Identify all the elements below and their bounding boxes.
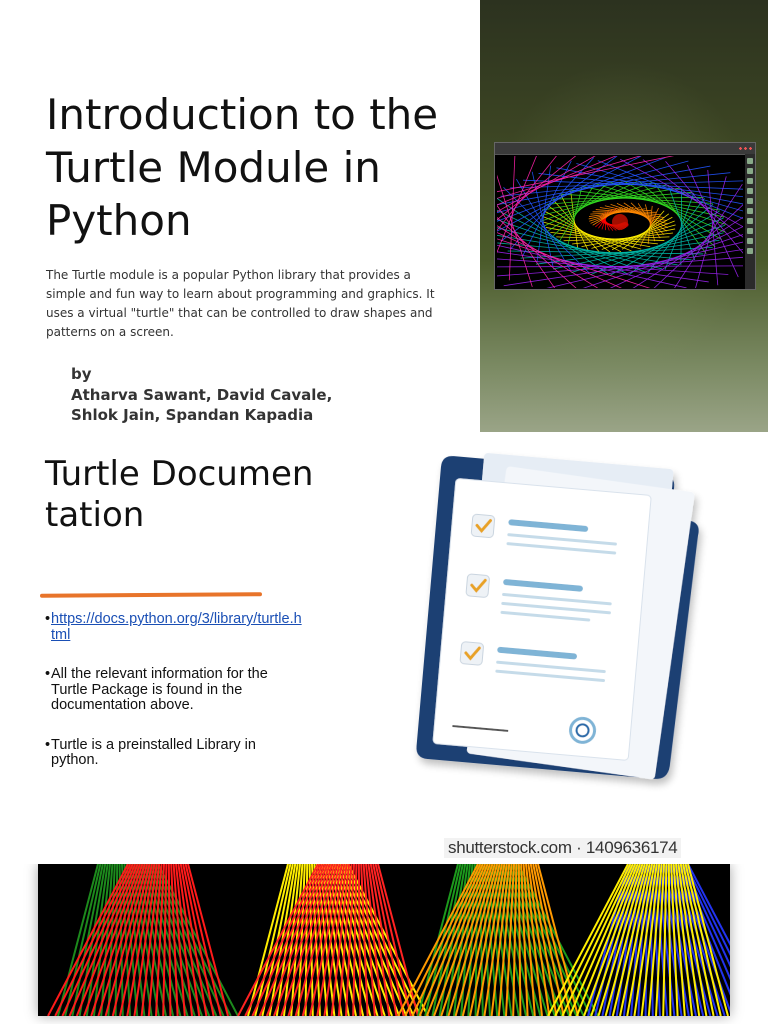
title-underline — [40, 592, 262, 598]
bullet-list — [45, 612, 305, 793]
bullet-dot: • — [45, 666, 51, 682]
window-dock — [745, 154, 755, 289]
slide-title: Introduction to the Turtle Module in Python — [46, 90, 439, 245]
turtle-screenshot-panel — [480, 0, 768, 432]
clipboard-checklist-icon — [400, 446, 720, 796]
slide-spiral-image — [0, 864, 768, 1024]
authors-line-1: Atharva Sawant, David Cavale, — [71, 385, 333, 404]
bullet-dot: • — [45, 736, 51, 753]
authors-line-2: Shlok Jain, Spandan Kapadia — [71, 406, 314, 424]
slide-title: Turtle Documentation — [45, 454, 314, 535]
turtle-color-spiral-image — [38, 864, 730, 1016]
list-item — [45, 667, 305, 714]
turtle-spiral-screenshot-icon — [494, 142, 756, 290]
spiral-drawing — [497, 156, 743, 288]
slide-documentation — [0, 432, 768, 864]
slide-intro — [0, 0, 768, 432]
window-titlebar — [495, 143, 755, 155]
watermark: shutterstock.com · 1409636174 — [444, 838, 681, 858]
authors-block — [71, 364, 391, 426]
bullet-text: All the relevant information for the Turtle Package is found in the documentation above. — [51, 666, 268, 713]
bullet-text: Turtle is a preinstalled Library in python. — [51, 736, 256, 768]
bullet-dot: • — [45, 611, 51, 627]
color-spiral-drawing — [38, 864, 730, 1016]
by-label: by — [71, 365, 92, 383]
list-item — [45, 612, 305, 643]
slide-description: The Turtle module is a popular Python library that provides a simple and fun way to learn about programming and graphics. It uses a virtual "turtle" that can be controlled to draw shapes and patterns on a screen. — [46, 268, 435, 339]
list-item — [45, 738, 305, 769]
documentation-link[interactable]: https://docs.python.org/3/library/turtle.html — [51, 611, 302, 643]
